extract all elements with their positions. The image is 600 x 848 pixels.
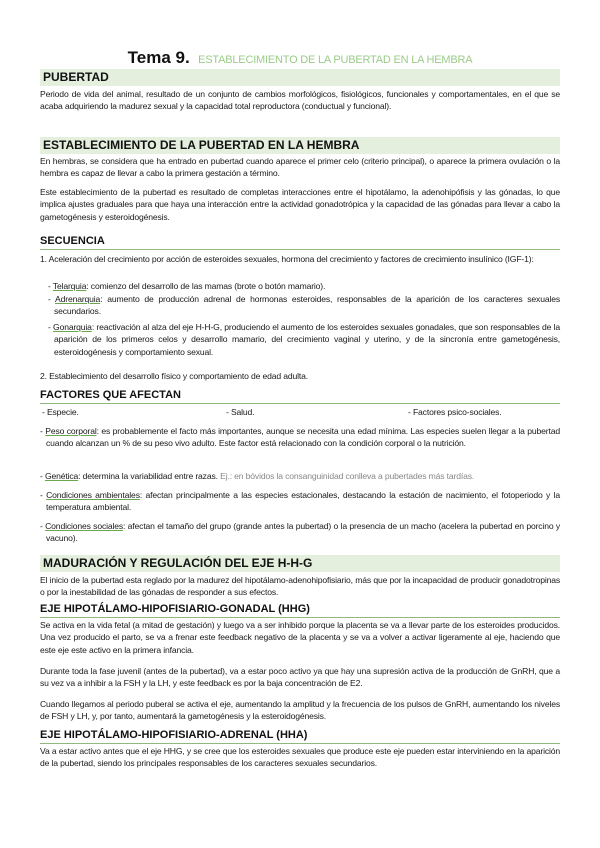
factor-condiciones-sociales: - Condiciones sociales: afectan el tamaño del grupo (grande antes la pubertad) o la presencia de un macho (acelera la pubertad en porcino y vacuno).	[40, 521, 561, 544]
peso-term: Peso corporal	[45, 426, 97, 436]
adrenarquia-item: - Adrenarquia: aumento de producción adrenal de hormonas esteroides, responsables de la aparición de los caracteres sexuales secundarios.	[48, 294, 560, 317]
factor-especie: - Especie.	[42, 407, 79, 417]
telarquia-text: : comienzo del desarrollo de las mamas (brote o botón mamario).	[86, 281, 326, 291]
establecimiento-paragraph-1: En hembras, se considera que ha entrado en pubertad cuando aparece el primer celo (criterio principal), o aparece la primera ovulación o la hembra es capaz de llevar a cabo la primera gestación a término.	[40, 156, 560, 179]
gonarquia-text: : reactivación al alza del eje H-H-G, produciendo el aumento de los esteroides sexuales gonadales, que son responsables de la aparición de los primeros celos y desarrollo mamario, del crecimiento vaginal y uterino, y de la sincronía entre gametogénesis, esteroidogénesis y comportamiento sexual.	[54, 322, 560, 357]
factor-psico-sociales: - Factores psico-sociales.	[408, 407, 502, 417]
section-heading-hha: EJE HIPOTÁLAMO-HIPOFISIARIO-ADRENAL (HHA)	[40, 729, 560, 744]
adrenarquia-text: : aumento de producción adrenal de hormonas esteroides, responsables de la aparición de los caracteres sexuales secundarios.	[54, 294, 560, 317]
genetica-text: : determina la variabilidad entre razas.	[78, 471, 218, 481]
document-title	[0, 48, 600, 68]
section-heading-hhg: EJE HIPOTÁLAMO-HIPOFISIARIO-GONADAL (HHG)	[40, 603, 560, 618]
secuencia-item-2: 2. Establecimiento del desarrollo físico y comportamiento de edad adulta.	[40, 371, 309, 381]
hha-paragraph: Va a estar activo antes que el eje HHG, y se cree que los esteroides sexuales que produce este eje pueden estar interviniendo en la aparición de la pubertad, siendo los principales responsables de los caracteres sexuales secundarios.	[40, 746, 560, 769]
hhg-paragraph-1: Se activa en la vida fetal (a mitad de gestación) y luego va a ser inhibido porque la placenta se va a llevar parte de los esteroides producidos. Una vez producido el parto, se va a frenar este feedback negativo de la placenta y se va a volver a activar ligeramente al eje, haciendo que este eje este activo en la primera infancia.	[40, 620, 560, 655]
genetica-note: Ej.: en bóvidos la consanguinidad conlleva a pubertades más tardías.	[220, 471, 475, 481]
ambientales-term: Condiciones ambientales	[46, 490, 140, 500]
section-heading-secuencia: SECUENCIA	[40, 235, 560, 250]
factor-genetica: - Genética: determina la variabilidad entre razas. Ej.: en bóvidos la consanguinidad conlleva a pubertades más tardías.	[40, 471, 475, 481]
section-heading-factores: FACTORES QUE AFECTAN	[40, 389, 560, 404]
maduracion-paragraph: El inicio de la pubertad esta reglado por la madurez del hipotálamo-adenohipofisiario, más que por la incapacidad de producir gonadotropinas o por la inestabilidad de las gónadas de responder a sus efectos.	[40, 575, 560, 598]
factor-condiciones-ambientales: - Condiciones ambientales: afectan principalmente a las especies estacionales, destacando la estación de nacimiento, el fotoperiodo y la temperatura ambiental.	[40, 490, 560, 513]
adrenarquia-term: Adrenarquia	[55, 294, 101, 304]
secuencia-item-1: 1. Aceleración del crecimiento por acción de esteroides sexuales, hormona del crecimiento y factores de crecimiento insulínico (IGF-1):	[40, 254, 534, 264]
telarquia-term: Telarquia	[52, 281, 87, 291]
peso-text: : es probablemente el facto más importantes, aunque se necesita una edad mínima. Las especies suelen llegar a la pubertad cuando alcanzan un % de su peso vivo adulto. Este factor está relacionado con la condición corporal o la nutrición.	[46, 426, 560, 449]
factor-peso-corporal: - Peso corporal: es probablemente el facto más importantes, aunque se necesita una edad mínima. Las especies suelen llegar a la pubertad cuando alcanzan un % de su peso vivo adulto. Este factor está relacionado con la condición corporal o la nutrición.	[40, 426, 560, 449]
sociales-term: Condiciones sociales	[45, 521, 124, 531]
hhg-paragraph-2: Durante toda la fase juvenil (antes de la pubertad), va a estar poco activo ya que hay una supresión activa de la producción de GnRH, que a su vez va a inhibir a la FSH y la LH, y este feedback es por la baja concentración de E2.	[40, 666, 560, 689]
genetica-term: Genética	[44, 471, 79, 481]
factor-salud: - Salud.	[226, 407, 255, 417]
tema-subtitle: ESTABLECIMIENTO DE LA PUBERTAD EN LA HEMBRA	[198, 54, 473, 66]
establecimiento-paragraph-2: Este establecimiento de la pubertad es resultado de completas interacciones entre el hipotálamo, la adenohipófisis y las gónadas, lo que implica ajustes graduales para que haya una interacción entre la actividad gonadotrópica y la capacidad de las gónadas para llevar a cabo la gametogénesis y esteroidogénesis.	[40, 187, 560, 222]
section-heading-maduracion: MADURACIÓN Y REGULACIÓN DEL EJE H-H-G	[40, 555, 560, 572]
telarquia-item: - Telarquia: comienzo del desarrollo de las mamas (brote o botón mamario).	[48, 281, 326, 291]
tema-number: Tema 9.	[127, 48, 190, 67]
section-heading-pubertad: PUBERTAD	[40, 69, 560, 86]
ambientales-text: : afectan principalmente a las especies estacionales, destacando la estación de nacimiento, el fotoperiodo y la temperatura ambiental.	[46, 490, 560, 513]
gonarquia-term: Gonarquia	[53, 322, 92, 332]
gonarquia-item: - Gonarquia: reactivación al alza del eje H-H-G, produciendo el aumento de los esteroides sexuales gonadales, que son responsables de la aparición de los primeros celos y desarrollo mamario, del crecimiento vaginal y uterino, y de la sincronía entre gametogénesis, esteroidogénesis y comportamiento sexual.	[48, 322, 560, 357]
hhg-paragraph-3: Cuando llegamos al periodo puberal se activa el eje, aumentando la amplitud y la frecuencia de los pulsos de GnRH, aumentando los niveles de FSH y LH, y, por tanto, aumentará la gametogénesis y la esteroidogénesis.	[40, 699, 560, 722]
pubertad-paragraph: Periodo de vida del animal, resultado de un conjunto de cambios morfológicos, fisiológicos, funcionales y comportamentales, en el que se acaba adquiriendo la madurez sexual y la capacidad total reproductora (conductual y funcional).	[40, 89, 560, 112]
section-heading-establecimiento: ESTABLECIMIENTO DE LA PUBERTAD EN LA HEMBRA	[40, 137, 560, 154]
sociales-text: : afectan el tamaño del grupo (grande antes la pubertad) o la presencia de un macho (acelera la pubertad en porcino y vacuno).	[46, 521, 561, 544]
